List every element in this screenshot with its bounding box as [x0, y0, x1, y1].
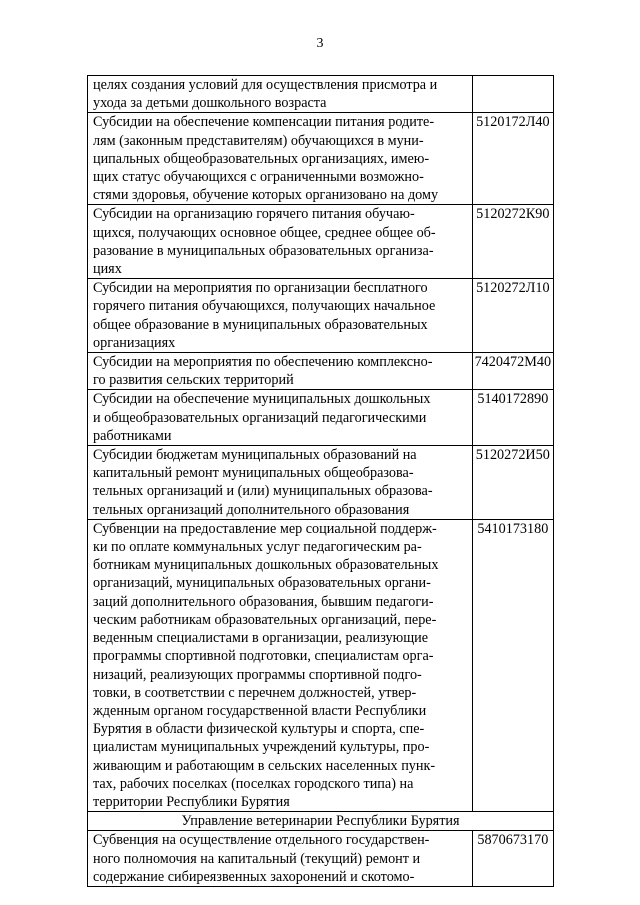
description-line: Субвенции на предоставление мер социальной поддерж- [93, 520, 437, 537]
description-line: тах, рабочих поселках (поселках городского типа) на [93, 775, 414, 792]
description-line: организаций, муниципальных образовательных органи- [93, 575, 431, 592]
description-line: программы спортивной подготовки, специалистам орга- [93, 648, 434, 665]
table-body [88, 76, 554, 887]
budget-code: 5120172Л40 [472, 113, 553, 205]
description-line: циях [93, 261, 122, 278]
item-description [88, 446, 473, 520]
description-line: общее образование в муниципальных образовательных [93, 316, 428, 333]
description-line: работниками [93, 427, 172, 444]
table-row [88, 113, 554, 205]
section-title [88, 812, 554, 831]
description-line: ципальных общеобразовательных организациях, имею- [93, 150, 430, 167]
item-description [88, 519, 473, 811]
budget-code: 5410173180 [472, 519, 553, 811]
budget-code: 7420472М40 [472, 353, 553, 390]
description-line: циалистам муниципальных учреждений культуры, про- [93, 739, 430, 756]
description-line: ного полномочия на капитальный (текущий) ремонт и [93, 850, 421, 867]
description-line: Бурятия в области физической культуры и спорта, спе- [93, 721, 425, 738]
description-line: Субсидии бюджетам муниципальных образований на [93, 447, 417, 464]
description-line: целях создания условий для осуществления присмотра и [93, 77, 438, 93]
description-line: стями здоровья, обучение которых организовано на дому [93, 187, 439, 204]
item-description [88, 279, 473, 353]
item-description [88, 113, 473, 205]
item-description [88, 353, 473, 390]
description-line: ческим работникам образовательных организаций, пере- [93, 611, 437, 628]
description-line: щих статус обучающихся с ограниченными возможно- [93, 169, 424, 186]
description-line: го развития сельских территорий [93, 372, 294, 389]
description-line: содержание сибиреязвенных захоронений и скотомо- [93, 868, 415, 885]
description-line: Субсидии на мероприятия по обеспечению комплексно- [93, 354, 433, 371]
description-line: живающим и работающим в сельских населенных пунк- [93, 757, 436, 774]
section-title-line: Управление ветеринарии Республики Бурятия [181, 813, 460, 830]
description-line: низаций, реализующих программы спортивной подго- [93, 666, 422, 683]
table-row [88, 76, 554, 113]
description-line: разование в муниципальных образовательных организа- [93, 242, 434, 259]
description-line: товки, в соответствии с перечнем должностей, утвер- [93, 684, 417, 701]
item-description [88, 390, 473, 446]
description-line: ки по оплате коммунальных услуг педагогическим ра- [93, 539, 422, 556]
description-line: организациях [93, 334, 176, 351]
description-line: заций дополнительного образования, бывшим педагоги- [93, 593, 434, 610]
description-line: и общеобразовательных организаций педагогическими [93, 409, 427, 426]
description-line: горячего питания обучающихся, получающих начальное [93, 298, 436, 315]
description-line: территории Республики Бурятия [93, 793, 290, 810]
description-line: Субсидии на мероприятия по организации бесплатного [93, 280, 428, 297]
table-row [88, 390, 554, 446]
page-number: 3 [316, 36, 324, 51]
description-line: веденным специалистами в организации, реализующие [93, 630, 429, 647]
table-row [88, 353, 554, 390]
budget-code: 5120272К90 [472, 205, 553, 279]
table-row [88, 446, 554, 520]
description-line: Субсидии на организацию горячего питания обучаю- [93, 206, 415, 223]
budget-code: 5120272И50 [472, 446, 553, 520]
description-line: Субвенция на осуществление отдельного государствен- [93, 832, 430, 849]
item-description [88, 76, 473, 113]
description-line: тельных организаций и (или) муниципальных образова- [93, 483, 433, 500]
table-row [88, 519, 554, 811]
description-line: щихся, получающих основное общее, среднее общее об- [93, 224, 436, 241]
description-line: Субсидии на обеспечение компенсации питания родите- [93, 114, 435, 131]
budget-code: 5870673170 [472, 831, 553, 887]
description-line: капитальный ремонт муниципальных общеобразова- [93, 465, 414, 482]
section-header-row [88, 812, 554, 831]
item-description [88, 205, 473, 279]
description-line: ухода за детьми дошкольного возраста [93, 95, 327, 112]
item-description [88, 831, 473, 887]
description-line: Субсидии на обеспечение муниципальных дошкольных [93, 391, 431, 408]
description-line: лям (законным представителям) обучающихся в муни- [93, 132, 424, 149]
description-line: ботникам муниципальных дошкольных образовательных [93, 557, 439, 574]
budget-code [472, 76, 553, 113]
description-line: жденным органом государственной власти Республики [93, 702, 427, 719]
budget-code: 5120272Л10 [472, 279, 553, 353]
table-row [88, 831, 554, 887]
budget-codes-table [87, 75, 554, 887]
budget-code: 5140172890 [472, 390, 553, 446]
table-row [88, 279, 554, 353]
description-line: тельных организаций дополнительного образования [93, 501, 410, 518]
table-row [88, 205, 554, 279]
